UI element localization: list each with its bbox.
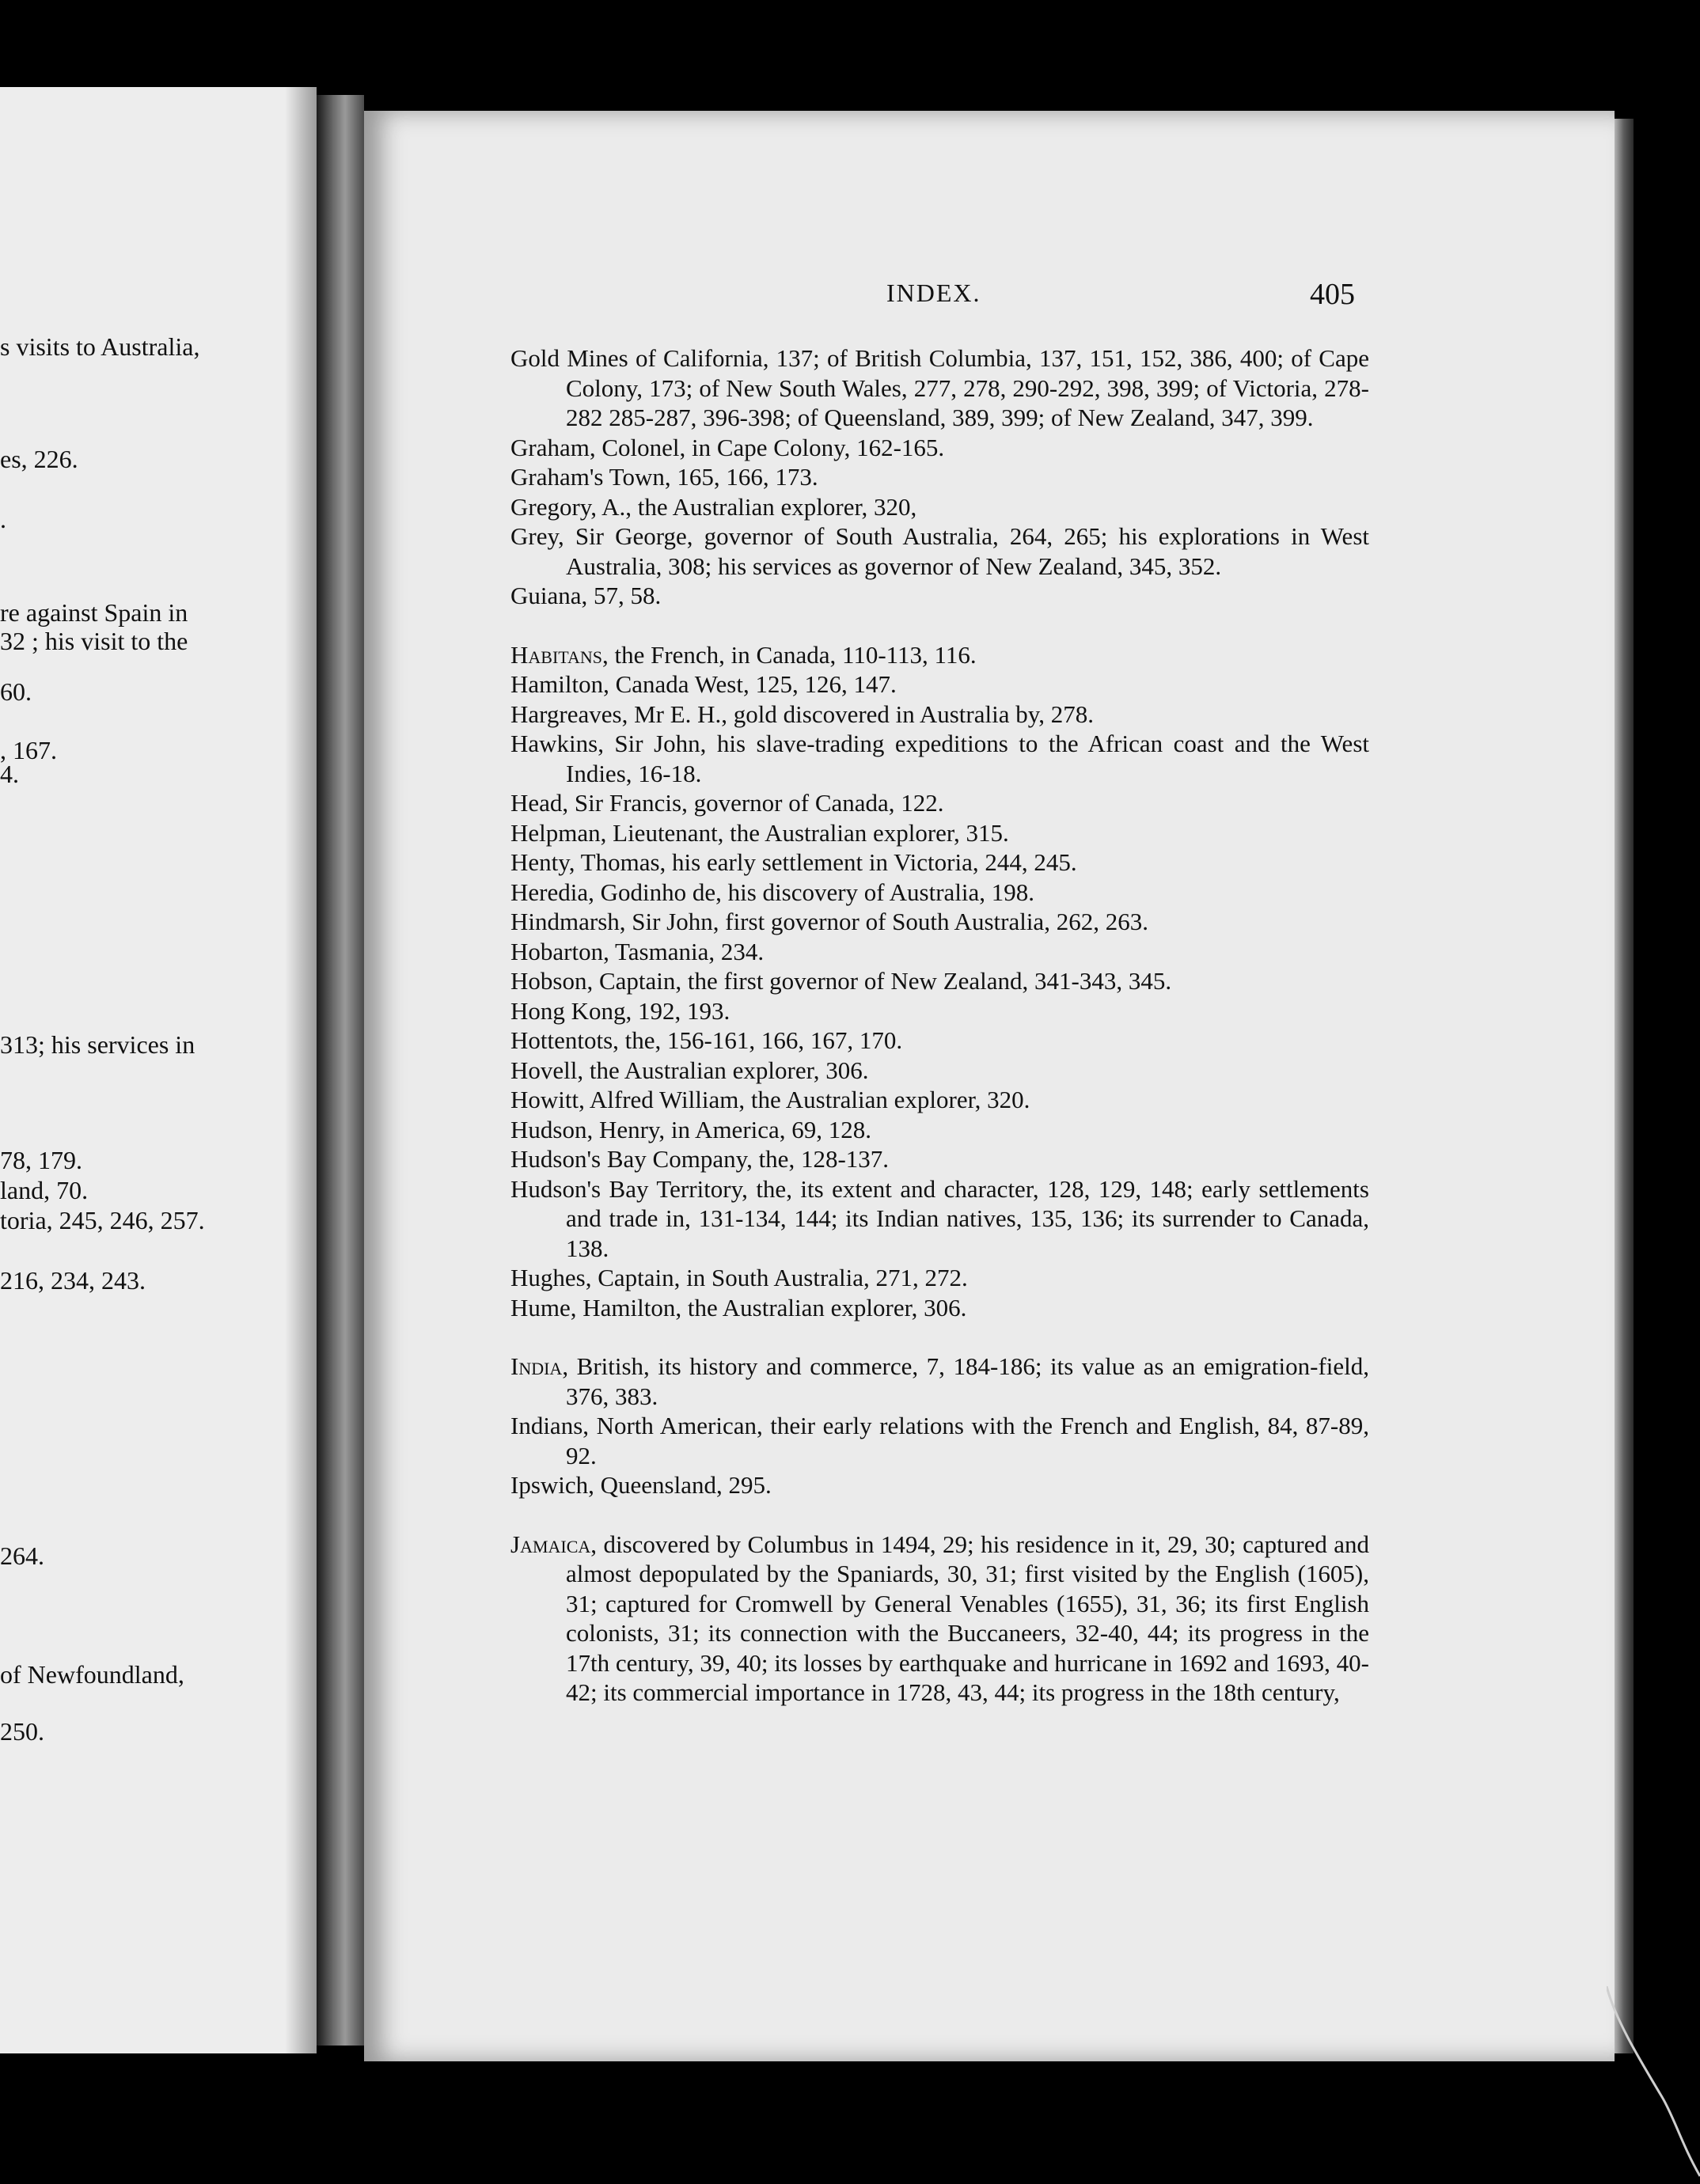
index-entry: Graham, Colonel, in Cape Colony, 162-165. bbox=[510, 433, 945, 461]
book-gutter bbox=[317, 95, 364, 2046]
left-page bbox=[0, 87, 317, 2053]
index-entry: Hudson, Henry, in America, 69, 128. bbox=[510, 1115, 872, 1143]
left-page-line: toria, 245, 246, 257. bbox=[0, 1206, 205, 1234]
index-entry: Grey, Sir George, governor of South Australia, 264, 265; his explorations in West Australia, 308; his services as governor of New Zealand, 345, 352. bbox=[510, 522, 1369, 580]
section-gap bbox=[510, 611, 1369, 640]
entry-heading: Habitans, bbox=[510, 640, 609, 669]
entry-heading: India, bbox=[510, 1352, 569, 1380]
left-page-line: 60. bbox=[0, 677, 32, 706]
index-entry: Hughes, Captain, in South Australia, 271, 272. bbox=[510, 1264, 968, 1291]
entry-text: British, its history and commerce, 7, 184-186; its value as an emigration-field, 376, 383. bbox=[566, 1352, 1369, 1410]
index-entry: Howitt, Alfred William, the Australian explorer, 320. bbox=[510, 1086, 1030, 1113]
index-entry bbox=[510, 640, 1369, 670]
entry-text: discovered by Columbus in 1494, 29; his residence in it, 29, 30; captured and almost depopulated by the Spaniards, 30, 31; first visited by the English (1605), 31; captured for Cromwell by General Venables (1655), 31, 36; its first English colonists, 31; its connection with the Buccaneers, 32-40, 44; its progress in the 17th century, 39, 40; its losses by earthquake and hurricane in 1692 and 1693, 40-42; its commercial importance in 1728, 43, 44; its progress in the 18th century, bbox=[566, 1530, 1370, 1706]
index-entry bbox=[510, 1352, 1369, 1411]
index-entry: Hudson's Bay Company, the, 128-137. bbox=[510, 1145, 890, 1173]
index-entry: Hong Kong, 192, 193. bbox=[510, 996, 730, 1025]
index-entry: Head, Sir Francis, governor of Canada, 122. bbox=[510, 789, 944, 817]
index-entry: Ipswich, Queensland, 295. bbox=[510, 1471, 772, 1499]
left-page-line: . bbox=[0, 505, 6, 533]
left-page-line: 313; his services in bbox=[0, 1030, 195, 1059]
left-page-line: s visits to Australia, bbox=[0, 332, 200, 361]
entry-heading: Jamaica, bbox=[510, 1530, 598, 1558]
page-number: 405 bbox=[1310, 278, 1355, 311]
index-entry: Henty, Thomas, his early settlement in Victoria, 244, 245. bbox=[510, 848, 1077, 876]
entry-text: the French, in Canada, 110-113, 116. bbox=[614, 640, 977, 669]
index-entry: Indians, North American, their early relations with the French and English, 84, 87-89, 92. bbox=[510, 1412, 1369, 1469]
index-entry: Hobarton, Tasmania, 234. bbox=[510, 937, 765, 965]
index-entry: Hamilton, Canada West, 125, 126, 147. bbox=[510, 670, 897, 698]
index-entry: Guiana, 57, 58. bbox=[510, 582, 662, 609]
left-page-line: 78, 179. bbox=[0, 1146, 82, 1174]
left-page-line: land, 70. bbox=[0, 1176, 89, 1204]
left-page-line: , 167. bbox=[0, 736, 57, 764]
left-page-line: re against Spain in bbox=[0, 598, 188, 627]
page-corner-curl bbox=[1607, 1986, 1700, 2184]
index-entry bbox=[510, 1530, 1369, 1708]
index-entry: Hottentots, the, 156-161, 166, 167, 170. bbox=[510, 1026, 903, 1054]
index-entry: Hudson's Bay Territory, the, its extent and character, 128, 129, 148; early settlements and trade in, 131-134, 144; its Indian natives, 135, 136; its surrender to Canada, 138. bbox=[510, 1174, 1369, 1262]
section-gap bbox=[510, 1500, 1369, 1530]
index-entry: Graham's Town, 165, 166, 173. bbox=[510, 463, 818, 491]
index-entry: Hovell, the Australian explorer, 306. bbox=[510, 1056, 869, 1084]
left-page-line: es, 226. bbox=[0, 445, 78, 473]
index-entry: Hobson, Captain, the first governor of New Zealand, 341-343, 345. bbox=[510, 967, 1172, 995]
left-page-line: 264. bbox=[0, 1541, 44, 1570]
left-page-line: of Newfoundland, bbox=[0, 1660, 184, 1689]
index-entry: Heredia, Godinho de, his discovery of Australia, 198. bbox=[510, 878, 1035, 906]
left-page-shadow bbox=[285, 87, 317, 2053]
index-entry: Gold Mines of California, 137; of British Columbia, 137, 151, 152, 386, 400; of Cape Colony, 173; of New South Wales, 277, 278, 290-292, 398, 399; of Victoria, 278-282 285-287, 396-398; of Queensland, 389, 399; of New Zealand, 347, 399. bbox=[510, 344, 1369, 431]
left-page-line: 32 ; his visit to the bbox=[0, 627, 188, 655]
index-entry: Hargreaves, Mr E. H., gold discovered in Australia by, 278. bbox=[510, 700, 1094, 728]
running-head: INDEX. bbox=[886, 279, 981, 307]
left-page-line: 4. bbox=[0, 760, 19, 788]
index-entry: Hawkins, Sir John, his slave-trading expeditions to the African coast and the West Indies, 16-18. bbox=[510, 730, 1369, 787]
index-entry: Hindmarsh, Sir John, first governor of South Australia, 262, 263. bbox=[510, 908, 1148, 935]
left-page-line: 216, 234, 243. bbox=[0, 1266, 146, 1295]
index-entries bbox=[510, 343, 1369, 1708]
page-edge bbox=[1615, 119, 1634, 2053]
left-page-line: 250. bbox=[0, 1717, 44, 1746]
section-gap bbox=[510, 1322, 1369, 1352]
index-entry: Hume, Hamilton, the Australian explorer, 306. bbox=[510, 1293, 967, 1321]
index-entry: Gregory, A., the Australian explorer, 320, bbox=[510, 492, 917, 521]
index-entry: Helpman, Lieutenant, the Australian explorer, 315. bbox=[510, 818, 1009, 847]
